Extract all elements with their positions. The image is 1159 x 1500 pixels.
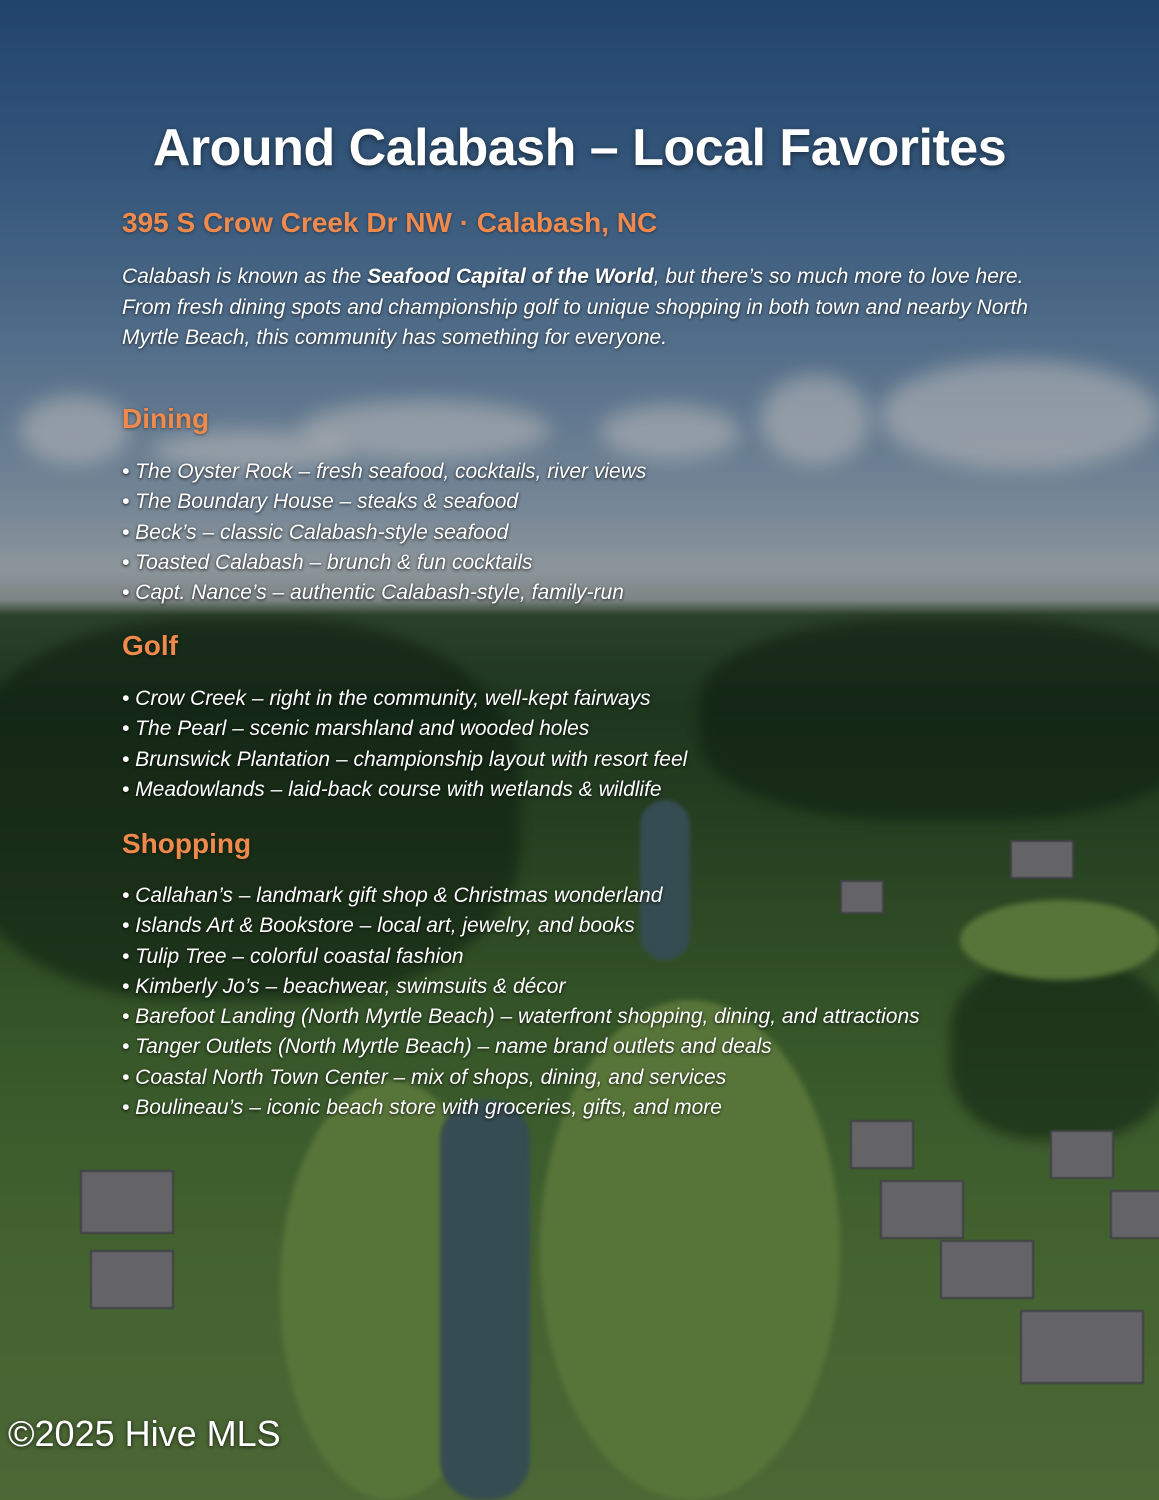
page-title: Around Calabash – Local Favorites [152, 119, 1007, 177]
intro-text-1: Calabash is known as the [122, 265, 368, 288]
list-item: • The Boundary House – steaks & seafood [122, 490, 519, 514]
list-item: • The Pearl – scenic marshland and wooded holes [122, 717, 590, 741]
list-item: • Meadowlands – laid-back course with wetlands & wildlife [122, 777, 662, 801]
shopping-heading: Shopping [122, 828, 252, 859]
list-item: • Islands Art & Bookstore – local art, jewelry, and books [122, 914, 635, 938]
list-item: • Toasted Calabash – brunch & fun cocktails [122, 550, 533, 574]
list-item: • Brunswick Plantation – championship layout with resort feel [122, 747, 688, 771]
list-item: • Tanger Outlets (North Myrtle Beach) – name brand outlets and deals [122, 1035, 772, 1059]
dining-heading: Dining [122, 403, 210, 434]
list-item: • Beck’s – classic Calabash-style seafood [122, 520, 509, 544]
list-item: • Kimberly Jo’s – beachwear, swimsuits & décor [122, 974, 566, 998]
intro-bold-text: Seafood Capital of the World [367, 265, 654, 288]
list-item: • Callahan’s – landmark gift shop & Christmas wonderland [122, 884, 663, 907]
shopping-list [122, 881, 920, 1123]
property-address: 395 S Crow Creek Dr NW · Calabash, NC [122, 207, 658, 238]
dining-list [122, 457, 646, 608]
list-item: • Coastal North Town Center – mix of shops, dining, and services [122, 1065, 727, 1089]
list-item: • Boulineau’s – iconic beach store with groceries, gifts, and more [122, 1096, 722, 1120]
list-item: • Crow Creek – right in the community, well-kept fairways [122, 687, 651, 710]
list-item: • Barefoot Landing (North Myrtle Beach) – waterfront shopping, dining, and attractions [122, 1005, 920, 1029]
list-item: • Capt. Nance’s – authentic Calabash-style, family-run [122, 581, 624, 605]
golf-list [122, 684, 687, 805]
copyright-watermark: ©2025 Hive MLS [8, 1413, 281, 1454]
list-item: • Tulip Tree – colorful coastal fashion [122, 944, 464, 968]
intro-text-2: , but there’s so much more to love here. From fresh dining spots and championship golf to unique shopping in both town and nearby North Myrtle Beach, this community has something for everyone. [122, 265, 1028, 349]
intro-paragraph [122, 262, 1052, 354]
list-item: • The Oyster Rock – fresh seafood, cocktails, river views [122, 460, 647, 483]
golf-heading: Golf [122, 630, 178, 661]
